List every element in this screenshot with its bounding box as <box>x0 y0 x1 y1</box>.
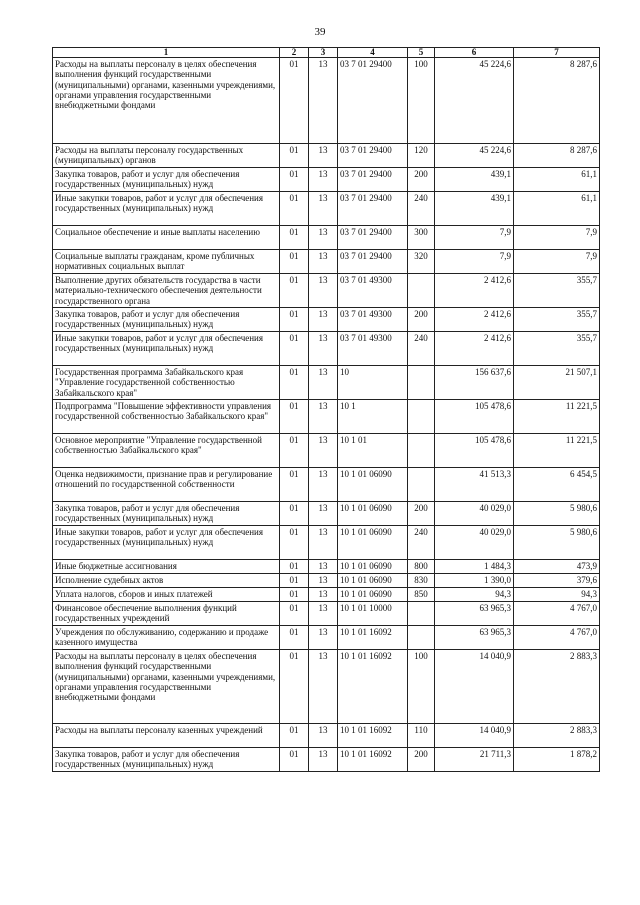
cell-amount-plan: 105 478,6 <box>435 434 514 468</box>
cell-name: Финансовое обеспечение выполнения функций государственных учреждений <box>53 602 280 626</box>
cell-amount-plan: 14 040,9 <box>435 724 514 748</box>
cell-subsection: 13 <box>309 468 338 502</box>
cell-subsection: 13 <box>309 650 338 724</box>
cell-amount-plan: 439,1 <box>435 168 514 192</box>
cell-expense-type <box>408 626 435 650</box>
cell-amount-plan: 45 224,6 <box>435 144 514 168</box>
cell-section: 01 <box>280 748 309 772</box>
cell-subsection: 13 <box>309 626 338 650</box>
cell-subsection: 13 <box>309 602 338 626</box>
cell-name: Расходы на выплаты персоналу в целях обеспечения выполнения функций государственными (муниципальными) органами, казенными учреждениями, органами управления государственными внебюджетными фондами <box>53 58 280 144</box>
cell-section: 01 <box>280 144 309 168</box>
cell-subsection: 13 <box>309 560 338 574</box>
header-col-7: 7 <box>514 48 600 58</box>
cell-target-article: 10 1 01 16092 <box>338 626 408 650</box>
table-row <box>53 58 600 144</box>
cell-subsection: 13 <box>309 366 338 400</box>
cell-name: Выполнение других обязательств государства в части материально-технического обеспечения деятельности государственного органа <box>53 274 280 308</box>
cell-expense-type: 240 <box>408 192 435 226</box>
cell-name: Государственная программа Забайкальского края "Управление государственной собственностью Забайкальского края" <box>53 366 280 400</box>
cell-amount-actual: 473,9 <box>514 560 600 574</box>
cell-name: Иные бюджетные ассигнования <box>53 560 280 574</box>
header-col-6: 6 <box>435 48 514 58</box>
cell-subsection: 13 <box>309 308 338 332</box>
cell-amount-plan: 41 513,3 <box>435 468 514 502</box>
cell-amount-actual: 2 883,3 <box>514 650 600 724</box>
cell-name: Закупка товаров, работ и услуг для обеспечения государственных (муниципальных) нужд <box>53 502 280 526</box>
cell-amount-actual: 355,7 <box>514 332 600 366</box>
cell-amount-actual: 7,9 <box>514 250 600 274</box>
cell-section: 01 <box>280 560 309 574</box>
cell-amount-plan: 63 965,3 <box>435 626 514 650</box>
cell-amount-actual: 11 221,5 <box>514 434 600 468</box>
table-row <box>53 308 600 332</box>
cell-amount-actual: 379,6 <box>514 574 600 588</box>
cell-amount-plan: 439,1 <box>435 192 514 226</box>
table-row <box>53 588 600 602</box>
cell-name: Иные закупки товаров, работ и услуг для обеспечения государственных (муниципальных) нужд <box>53 192 280 226</box>
cell-expense-type: 240 <box>408 332 435 366</box>
table-row <box>53 602 600 626</box>
header-col-1: 1 <box>53 48 280 58</box>
cell-expense-type: 200 <box>408 502 435 526</box>
cell-amount-plan: 40 029,0 <box>435 526 514 560</box>
cell-amount-actual: 355,7 <box>514 308 600 332</box>
cell-subsection: 13 <box>309 526 338 560</box>
cell-subsection: 13 <box>309 250 338 274</box>
table-row <box>53 250 600 274</box>
cell-section: 01 <box>280 626 309 650</box>
header-row <box>53 48 600 58</box>
cell-name: Социальное обеспечение и иные выплаты населению <box>53 226 280 250</box>
cell-section: 01 <box>280 602 309 626</box>
table-row <box>53 626 600 650</box>
table-body <box>53 58 600 772</box>
cell-amount-plan: 1 484,3 <box>435 560 514 574</box>
cell-target-article: 03 7 01 29400 <box>338 226 408 250</box>
table-row <box>53 724 600 748</box>
cell-subsection: 13 <box>309 502 338 526</box>
cell-subsection: 13 <box>309 192 338 226</box>
cell-target-article: 03 7 01 29400 <box>338 144 408 168</box>
cell-subsection: 13 <box>309 724 338 748</box>
cell-expense-type <box>408 366 435 400</box>
table-row <box>53 226 600 250</box>
cell-expense-type: 100 <box>408 58 435 144</box>
table-row <box>53 168 600 192</box>
page-number: 39 <box>314 26 326 38</box>
cell-amount-actual: 8 287,6 <box>514 144 600 168</box>
cell-section: 01 <box>280 192 309 226</box>
cell-expense-type <box>408 274 435 308</box>
cell-section: 01 <box>280 526 309 560</box>
cell-amount-actual: 7,9 <box>514 226 600 250</box>
cell-name: Оценка недвижимости, признание прав и регулирование отношений по государственной собственности <box>53 468 280 502</box>
cell-expense-type: 240 <box>408 526 435 560</box>
cell-section: 01 <box>280 168 309 192</box>
cell-subsection: 13 <box>309 332 338 366</box>
cell-target-article: 03 7 01 49300 <box>338 274 408 308</box>
cell-name: Социальные выплаты гражданам, кроме публичных нормативных социальных выплат <box>53 250 280 274</box>
cell-section: 01 <box>280 724 309 748</box>
cell-amount-plan: 2 412,6 <box>435 274 514 308</box>
cell-name: Иные закупки товаров, работ и услуг для обеспечения государственных (муниципальных) нужд <box>53 526 280 560</box>
cell-amount-plan: 156 637,6 <box>435 366 514 400</box>
cell-target-article: 10 1 01 06090 <box>338 468 408 502</box>
cell-amount-actual: 11 221,5 <box>514 400 600 434</box>
cell-expense-type: 200 <box>408 168 435 192</box>
cell-expense-type: 300 <box>408 226 435 250</box>
cell-amount-plan: 94,3 <box>435 588 514 602</box>
cell-target-article: 10 1 01 <box>338 434 408 468</box>
table-row <box>53 748 600 772</box>
header-col-4: 4 <box>338 48 408 58</box>
cell-subsection: 13 <box>309 226 338 250</box>
cell-section: 01 <box>280 434 309 468</box>
cell-amount-plan: 40 029,0 <box>435 502 514 526</box>
cell-name: Расходы на выплаты персоналу в целях обеспечения выполнения функций государственными (муниципальными) органами, казенными учреждениями, органами управления государственными внебюджетными фондами <box>53 650 280 724</box>
cell-section: 01 <box>280 574 309 588</box>
table-row <box>53 650 600 724</box>
cell-amount-plan: 105 478,6 <box>435 400 514 434</box>
cell-name: Расходы на выплаты персоналу казенных учреждений <box>53 724 280 748</box>
cell-target-article: 10 1 01 06090 <box>338 574 408 588</box>
cell-name: Уплата налогов, сборов и иных платежей <box>53 588 280 602</box>
cell-section: 01 <box>280 468 309 502</box>
cell-section: 01 <box>280 332 309 366</box>
cell-expense-type: 830 <box>408 574 435 588</box>
cell-target-article: 10 1 01 06090 <box>338 560 408 574</box>
cell-amount-actual: 21 507,1 <box>514 366 600 400</box>
cell-target-article: 10 1 <box>338 400 408 434</box>
cell-subsection: 13 <box>309 588 338 602</box>
cell-target-article: 10 1 01 16092 <box>338 748 408 772</box>
cell-amount-actual: 355,7 <box>514 274 600 308</box>
cell-name: Подпрограмма "Повышение эффективности управления государственной собственностью Забайкальского края" <box>53 400 280 434</box>
table-row <box>53 192 600 226</box>
cell-expense-type: 200 <box>408 308 435 332</box>
cell-section: 01 <box>280 226 309 250</box>
cell-amount-plan: 21 711,3 <box>435 748 514 772</box>
cell-amount-plan: 2 412,6 <box>435 332 514 366</box>
cell-expense-type <box>408 468 435 502</box>
table-row <box>53 560 600 574</box>
cell-target-article: 03 7 01 49300 <box>338 308 408 332</box>
cell-name: Исполнение судебных актов <box>53 574 280 588</box>
cell-amount-actual: 8 287,6 <box>514 58 600 144</box>
table-row <box>53 502 600 526</box>
cell-name: Закупка товаров, работ и услуг для обеспечения государственных (муниципальных) нужд <box>53 168 280 192</box>
cell-subsection: 13 <box>309 274 338 308</box>
cell-name: Иные закупки товаров, работ и услуг для обеспечения государственных (муниципальных) нужд <box>53 332 280 366</box>
cell-expense-type: 120 <box>408 144 435 168</box>
budget-table <box>52 47 600 772</box>
cell-expense-type <box>408 400 435 434</box>
table-row <box>53 434 600 468</box>
cell-section: 01 <box>280 502 309 526</box>
cell-target-article: 10 1 01 06090 <box>338 588 408 602</box>
cell-target-article: 10 1 01 16092 <box>338 724 408 748</box>
cell-section: 01 <box>280 650 309 724</box>
table-row <box>53 400 600 434</box>
table-row <box>53 526 600 560</box>
header-col-3: 3 <box>309 48 338 58</box>
cell-target-article: 03 7 01 29400 <box>338 168 408 192</box>
cell-amount-actual: 6 454,5 <box>514 468 600 502</box>
table-row <box>53 274 600 308</box>
cell-expense-type: 110 <box>408 724 435 748</box>
cell-target-article: 10 1 01 06090 <box>338 502 408 526</box>
cell-amount-actual: 2 883,3 <box>514 724 600 748</box>
cell-target-article: 10 1 01 16092 <box>338 650 408 724</box>
cell-expense-type: 200 <box>408 748 435 772</box>
cell-target-article: 03 7 01 29400 <box>338 58 408 144</box>
cell-name: Закупка товаров, работ и услуг для обеспечения государственных (муниципальных) нужд <box>53 308 280 332</box>
cell-section: 01 <box>280 274 309 308</box>
cell-name: Расходы на выплаты персоналу государственных (муниципальных) органов <box>53 144 280 168</box>
cell-amount-plan: 14 040,9 <box>435 650 514 724</box>
cell-subsection: 13 <box>309 168 338 192</box>
cell-target-article: 10 1 01 06090 <box>338 526 408 560</box>
cell-target-article: 10 1 01 10000 <box>338 602 408 626</box>
table-row <box>53 468 600 502</box>
cell-amount-actual: 94,3 <box>514 588 600 602</box>
header-col-2: 2 <box>280 48 309 58</box>
table-row <box>53 332 600 366</box>
header-col-5: 5 <box>408 48 435 58</box>
cell-name: Закупка товаров, работ и услуг для обеспечения государственных (муниципальных) нужд <box>53 748 280 772</box>
cell-subsection: 13 <box>309 400 338 434</box>
cell-expense-type: 320 <box>408 250 435 274</box>
cell-section: 01 <box>280 366 309 400</box>
cell-amount-plan: 7,9 <box>435 226 514 250</box>
cell-section: 01 <box>280 58 309 144</box>
cell-amount-plan: 7,9 <box>435 250 514 274</box>
cell-amount-plan: 1 390,0 <box>435 574 514 588</box>
cell-subsection: 13 <box>309 144 338 168</box>
cell-target-article: 03 7 01 49300 <box>338 332 408 366</box>
cell-target-article: 10 <box>338 366 408 400</box>
cell-amount-plan: 45 224,6 <box>435 58 514 144</box>
cell-amount-actual: 5 980,6 <box>514 502 600 526</box>
cell-section: 01 <box>280 400 309 434</box>
cell-target-article: 03 7 01 29400 <box>338 192 408 226</box>
cell-expense-type <box>408 602 435 626</box>
cell-amount-plan: 63 965,3 <box>435 602 514 626</box>
cell-subsection: 13 <box>309 58 338 144</box>
cell-expense-type <box>408 434 435 468</box>
cell-amount-actual: 4 767,0 <box>514 626 600 650</box>
cell-target-article: 03 7 01 29400 <box>338 250 408 274</box>
cell-amount-actual: 5 980,6 <box>514 526 600 560</box>
table-row <box>53 366 600 400</box>
cell-section: 01 <box>280 308 309 332</box>
cell-section: 01 <box>280 588 309 602</box>
cell-subsection: 13 <box>309 574 338 588</box>
cell-subsection: 13 <box>309 748 338 772</box>
table-row <box>53 144 600 168</box>
table-row <box>53 574 600 588</box>
cell-amount-plan: 2 412,6 <box>435 308 514 332</box>
cell-section: 01 <box>280 250 309 274</box>
cell-expense-type: 800 <box>408 560 435 574</box>
cell-amount-actual: 1 878,2 <box>514 748 600 772</box>
cell-name: Учреждения по обслуживанию, содержанию и продаже казенного имущества <box>53 626 280 650</box>
cell-subsection: 13 <box>309 434 338 468</box>
cell-expense-type: 850 <box>408 588 435 602</box>
cell-amount-actual: 61,1 <box>514 192 600 226</box>
cell-expense-type: 100 <box>408 650 435 724</box>
cell-name: Основное мероприятие "Управление государственной собственностью Забайкальского края" <box>53 434 280 468</box>
cell-amount-actual: 4 767,0 <box>514 602 600 626</box>
cell-amount-actual: 61,1 <box>514 168 600 192</box>
